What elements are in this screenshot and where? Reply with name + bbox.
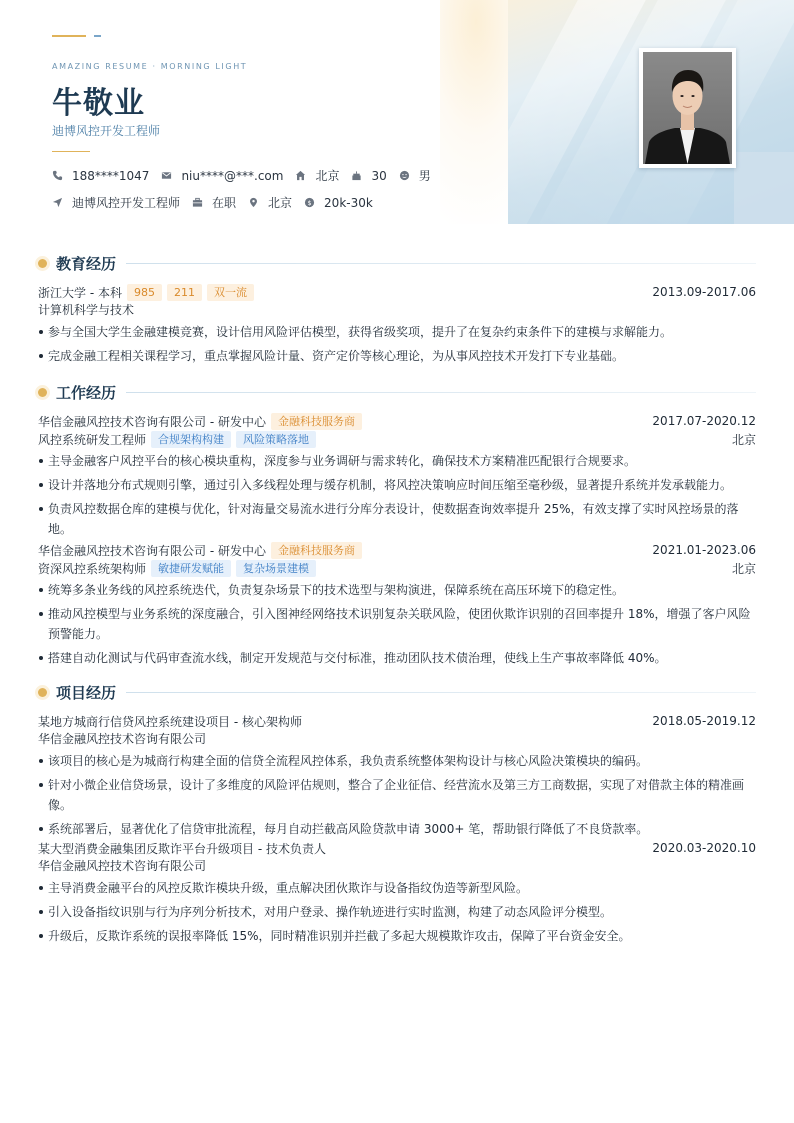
education-date: 2013.09-2017.06 bbox=[652, 285, 756, 299]
position-name: 资深风控系统架构师 bbox=[38, 561, 147, 576]
projects-heading bbox=[38, 681, 756, 703]
list-item: 完成金融工程相关课程学习，重点掌握风险计量、资产定价等核心理论，为从事风控技术开发打下专业基础。 bbox=[38, 346, 756, 366]
profile-photo-frame bbox=[639, 48, 736, 168]
education-bullets bbox=[38, 322, 756, 366]
location-pin-icon bbox=[248, 197, 259, 208]
cake-icon bbox=[351, 170, 362, 181]
position-tag: 合规架构构建 bbox=[151, 431, 231, 448]
list-item: 参与全国大学生金融建模竞赛，设计信用风险评估模型，获得省级奖项，提升了在复杂约束条件下的建模与求解能力。 bbox=[38, 322, 756, 342]
section-divider bbox=[126, 392, 756, 393]
accent-lines bbox=[52, 35, 112, 37]
mail-icon bbox=[161, 170, 172, 181]
face-icon bbox=[399, 170, 410, 181]
project-entry bbox=[38, 712, 756, 839]
school-name: 浙江大学 - 本科 bbox=[38, 285, 122, 300]
project-bullets bbox=[38, 878, 756, 946]
project-name-row bbox=[38, 839, 756, 857]
tagline: AMAZING RESUME · MORNING LIGHT bbox=[52, 62, 248, 71]
list-item: 设计并落地分布式规则引擎，通过引入多线程处理与缓存机制，将风控决策响应时间压缩至毫秒级，显著提升系统并发承载能力。 bbox=[38, 475, 756, 495]
project-date: 2020.03-2020.10 bbox=[652, 841, 756, 855]
major: 计算机科学与技术 bbox=[38, 303, 135, 317]
job-entry bbox=[38, 412, 756, 539]
school-tag: 双一流 bbox=[207, 284, 254, 301]
project-name: 某大型消费金融集团反欺诈平台升级项目 - 技术负责人 bbox=[38, 841, 326, 856]
list-item: 针对小微企业信贷场景，设计了多维度的风险评估规则，整合了企业征信、经营流水及第三方工商数据，实现了对借款主体的精准画像。 bbox=[38, 775, 756, 815]
job-bullets bbox=[38, 451, 756, 539]
list-item: 统筹多条业务线的风控系统迭代，负责复杂场景下的技术选型与架构演进，保障系统在高压环境下的稳定性。 bbox=[38, 580, 756, 600]
education-section bbox=[38, 252, 756, 370]
job-date: 2021.01-2023.06 bbox=[652, 543, 756, 557]
section-title: 工作经历 bbox=[56, 383, 117, 402]
section-dot-icon bbox=[38, 688, 47, 697]
job-company-row bbox=[38, 412, 756, 430]
position-name: 风控系统研发工程师 bbox=[38, 432, 147, 447]
job-location: 北京 bbox=[731, 432, 756, 447]
candidate-name: 牛敬业 bbox=[52, 86, 145, 121]
project-bullets bbox=[38, 751, 756, 839]
project-company: 华信金融风控技术咨询有限公司 bbox=[38, 732, 207, 746]
job-position-row bbox=[38, 430, 756, 448]
info-gender: 男 bbox=[399, 167, 431, 184]
section-dot-icon bbox=[38, 388, 47, 397]
job-position-row bbox=[38, 559, 756, 577]
info-salary: $ 20k-30k bbox=[304, 196, 373, 210]
section-dot-icon bbox=[38, 259, 47, 268]
company-name: 华信金融风控技术咨询有限公司 - 研发中心 bbox=[38, 414, 266, 429]
position-tag: 敏捷研发赋能 bbox=[151, 560, 231, 577]
status-row bbox=[52, 194, 385, 211]
company-name: 华信金融风控技术咨询有限公司 - 研发中心 bbox=[38, 543, 266, 558]
title-underline bbox=[52, 151, 90, 152]
project-entry bbox=[38, 839, 756, 946]
money-icon bbox=[304, 197, 315, 208]
send-icon bbox=[52, 197, 63, 208]
project-name-row bbox=[38, 712, 756, 730]
section-divider bbox=[126, 692, 756, 693]
section-title: 项目经历 bbox=[56, 683, 117, 702]
work-section bbox=[38, 381, 756, 672]
info-city: 北京 bbox=[295, 167, 339, 184]
position-tag: 复杂场景建模 bbox=[236, 560, 316, 577]
company-tag: 金融科技服务商 bbox=[271, 413, 362, 430]
school-tag: 211 bbox=[167, 284, 202, 301]
list-item: 引入设备指纹识别与行为序列分析技术，对用户登录、操作轨迹进行实时监测，构建了动态风险评分模型。 bbox=[38, 902, 756, 922]
phone-icon bbox=[52, 170, 63, 181]
candidate-title: 迪博风控开发工程师 bbox=[52, 124, 161, 138]
list-item: 搭建自动化测试与代码审查流水线，制定开发规范与交付标准，推动团队技术债治理，使线上生产事故率降低 40%。 bbox=[38, 648, 756, 668]
info-email: niu****@***.com bbox=[161, 169, 283, 183]
home-icon bbox=[295, 170, 306, 181]
job-bullets bbox=[38, 580, 756, 668]
job-company-row bbox=[38, 541, 756, 559]
briefcase-icon bbox=[192, 197, 203, 208]
section-title: 教育经历 bbox=[56, 254, 117, 273]
job-location: 北京 bbox=[731, 561, 756, 576]
company-tag: 金融科技服务商 bbox=[271, 542, 362, 559]
job-entry bbox=[38, 541, 756, 668]
education-heading bbox=[38, 252, 756, 274]
info-status: 在职 bbox=[192, 194, 236, 211]
list-item: 主导消费金融平台的风控反欺诈模块升级，重点解决团伙欺诈与设备指纹伪造等新型风险。 bbox=[38, 878, 756, 898]
list-item: 该项目的核心是为城商行构建全面的信贷全流程风控体系，我负责系统整体架构设计与核心风险决策模块的编码。 bbox=[38, 751, 756, 771]
list-item: 主导金融客户风控平台的核心模块重构，深度参与业务调研与需求转化，确保技术方案精准匹配银行合规要求。 bbox=[38, 451, 756, 471]
projects-section bbox=[38, 681, 756, 950]
contact-row bbox=[52, 167, 443, 184]
info-phone: 188****1047 bbox=[52, 169, 149, 183]
profile-photo bbox=[643, 52, 732, 164]
list-item: 负责风控数据仓库的建模与优化，针对海量交易流水进行分库分表设计，使数据查询效率提升 25%，有效支撑了实时风控场景的落地。 bbox=[38, 499, 756, 539]
svg-text:$: $ bbox=[307, 198, 312, 207]
work-heading bbox=[38, 381, 756, 403]
project-name: 某地方城商行信贷风控系统建设项目 - 核心架构师 bbox=[38, 714, 302, 729]
project-company: 华信金融风控技术咨询有限公司 bbox=[38, 859, 207, 873]
list-item: 系统部署后，显著优化了信贷审批流程，每月自动拦截高风险贷款申请 3000+ 笔，帮助银行降低了不良贷款率。 bbox=[38, 819, 756, 839]
resume-header bbox=[0, 0, 794, 224]
info-target-job: 迪博风控开发工程师 bbox=[52, 194, 180, 211]
position-tag: 风险策略落地 bbox=[236, 431, 316, 448]
section-divider bbox=[126, 263, 756, 264]
job-date: 2017.07-2020.12 bbox=[652, 414, 756, 428]
list-item: 推动风控模型与业务系统的深度融合，引入图神经网络技术识别复杂关联风险，使团伙欺诈识别的召回率提升 18%，增强了客户风险预警能力。 bbox=[38, 604, 756, 644]
info-age: 30 bbox=[351, 169, 386, 183]
education-entry bbox=[38, 283, 756, 301]
list-item: 升级后，反欺诈系统的误报率降低 15%，同时精准识别并拦截了多起大规模欺诈攻击，保障了平台资金安全。 bbox=[38, 926, 756, 946]
project-date: 2018.05-2019.12 bbox=[652, 714, 756, 728]
info-target-city: 北京 bbox=[248, 194, 292, 211]
school-tag: 985 bbox=[127, 284, 162, 301]
